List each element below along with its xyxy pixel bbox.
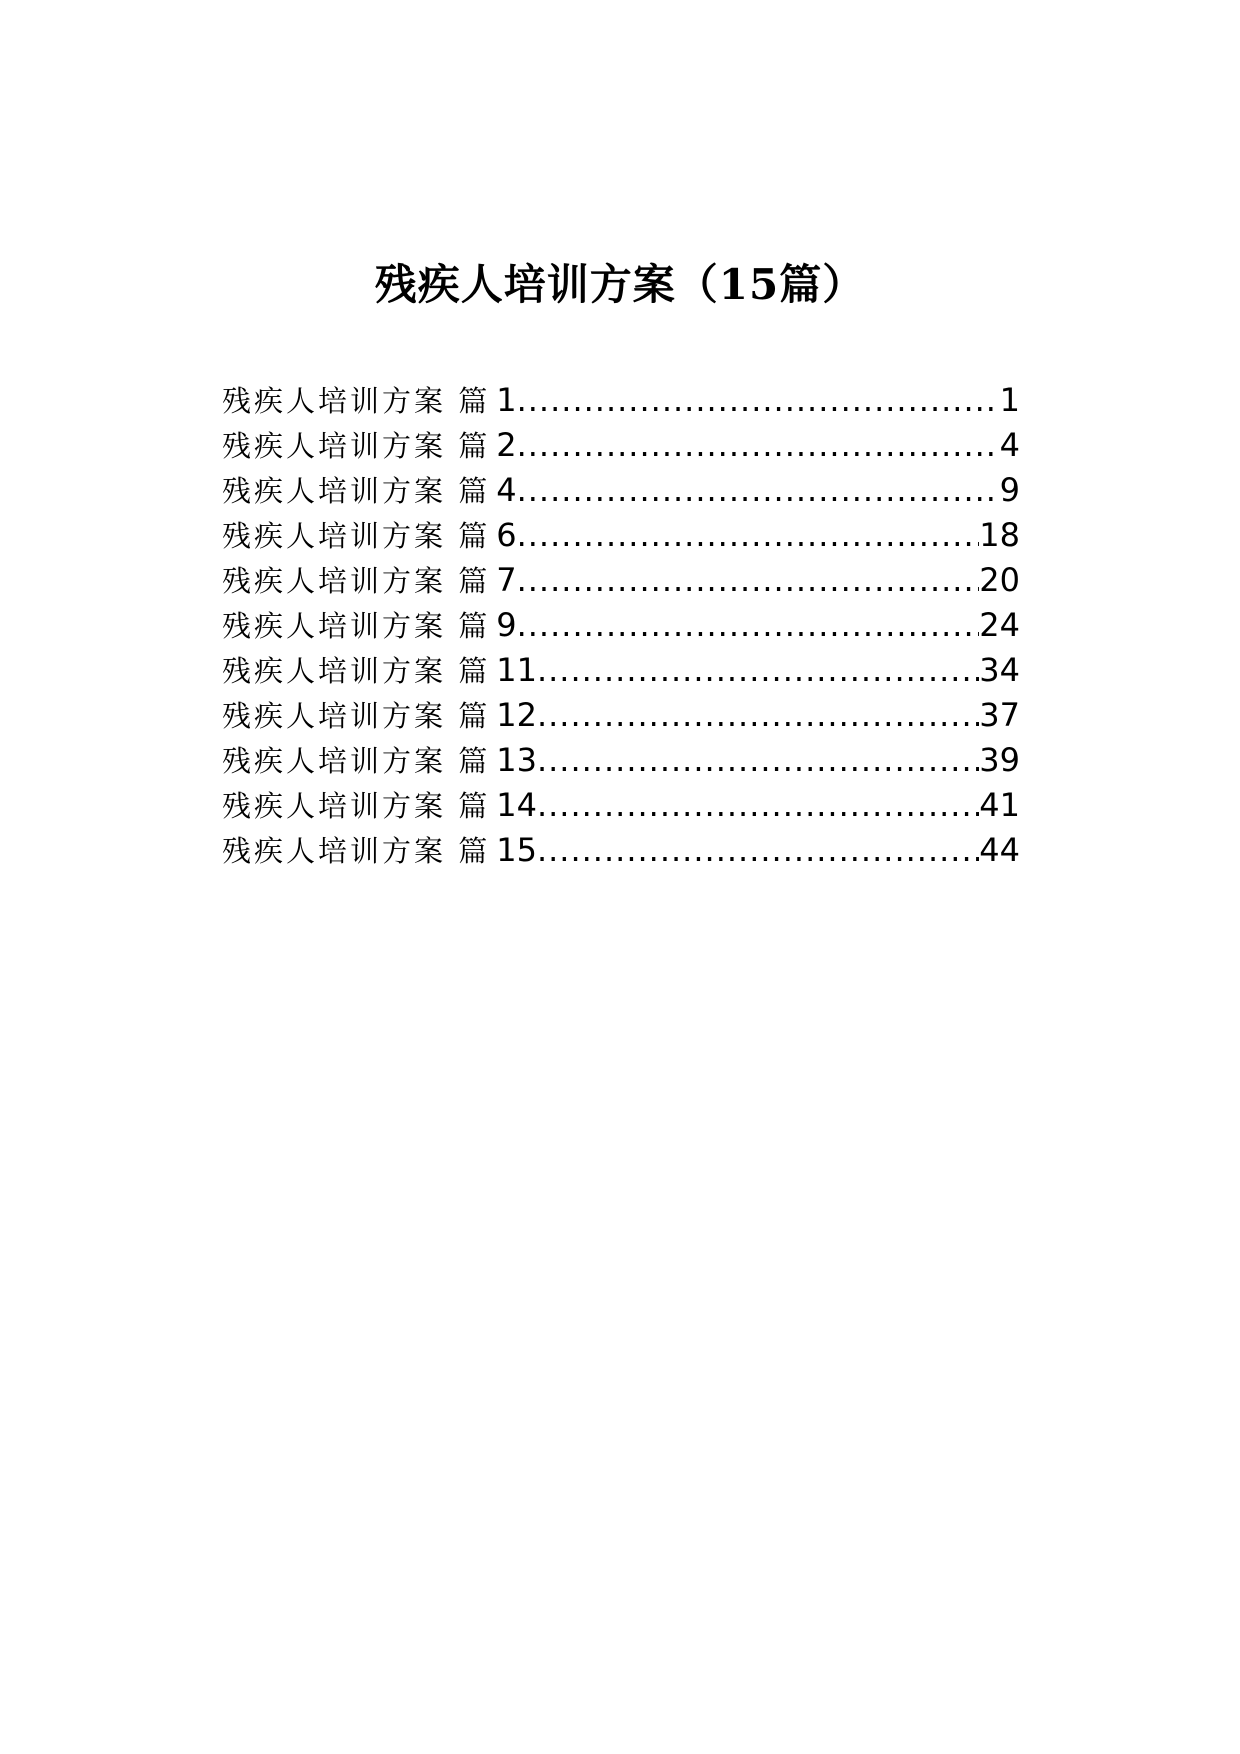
document-title: 残疾人培训方案（15篇） (374, 260, 866, 309)
toc-entry[interactable] (222, 423, 1020, 468)
toc-entry-page: 39 (979, 741, 1020, 779)
toc-entry-number: 12 (496, 696, 537, 734)
toc-entry-number: 14 (496, 786, 537, 824)
toc-entry-number: 6 (496, 516, 517, 554)
toc-dot-leader (537, 828, 979, 873)
toc-entry-number: 13 (496, 741, 537, 779)
toc-entry[interactable] (222, 558, 1020, 603)
toc-entry-page: 4 (999, 426, 1020, 464)
toc-entry-label: 残疾人培训方案 篇 (222, 834, 491, 868)
toc-entry[interactable] (222, 693, 1020, 738)
toc-entry-page: 44 (979, 831, 1020, 869)
toc-dot-leader (517, 468, 1000, 513)
toc-entry-number: 11 (496, 651, 537, 689)
toc-entry-page: 41 (979, 786, 1020, 824)
toc-entry-page: 24 (979, 606, 1020, 644)
toc-entry-label: 残疾人培训方案 篇 (222, 789, 491, 823)
toc-entry-label: 残疾人培训方案 篇 (222, 654, 491, 688)
toc-entry-label: 残疾人培训方案 篇 (222, 429, 491, 463)
toc-dot-leader (537, 693, 979, 738)
toc-entry[interactable] (222, 783, 1020, 828)
toc-entry-page: 9 (999, 471, 1020, 509)
toc-dot-leader (537, 738, 979, 783)
toc-entry[interactable] (222, 513, 1020, 558)
toc-entry-number: 4 (496, 471, 517, 509)
toc-entry[interactable] (222, 378, 1020, 423)
toc-entry[interactable] (222, 468, 1020, 513)
toc-entry-label: 残疾人培训方案 篇 (222, 744, 491, 778)
toc-entry[interactable] (222, 603, 1020, 648)
toc-entry-number: 9 (496, 606, 517, 644)
toc-entry-label: 残疾人培训方案 篇 (222, 609, 491, 643)
toc-entry-label: 残疾人培训方案 篇 (222, 699, 491, 733)
toc-entry-label: 残疾人培训方案 篇 (222, 564, 491, 598)
toc-dot-leader (517, 558, 980, 603)
toc-entry-label: 残疾人培训方案 篇 (222, 474, 491, 508)
toc-entry-number: 15 (496, 831, 537, 869)
toc-entry[interactable] (222, 828, 1020, 873)
toc-entry[interactable] (222, 648, 1020, 693)
toc-entry-label: 残疾人培训方案 篇 (222, 384, 491, 418)
toc-entry-number: 1 (496, 381, 517, 419)
toc-dot-leader (517, 378, 1000, 423)
toc-entry-label: 残疾人培训方案 篇 (222, 519, 491, 553)
toc-dot-leader (517, 603, 980, 648)
toc-entry-number: 7 (496, 561, 517, 599)
toc-dot-leader (537, 648, 979, 693)
toc-entry-page: 18 (979, 516, 1020, 554)
toc-entry-page: 34 (979, 651, 1020, 689)
toc-entry-page: 1 (999, 381, 1020, 419)
toc-dot-leader (537, 783, 979, 828)
toc-entry[interactable] (222, 738, 1020, 783)
toc-entry-number: 2 (496, 426, 517, 464)
toc-entry-page: 20 (979, 561, 1020, 599)
toc-dot-leader (517, 513, 980, 558)
toc-dot-leader (517, 423, 1000, 468)
table-of-contents (222, 378, 1020, 873)
toc-entry-page: 37 (979, 696, 1020, 734)
